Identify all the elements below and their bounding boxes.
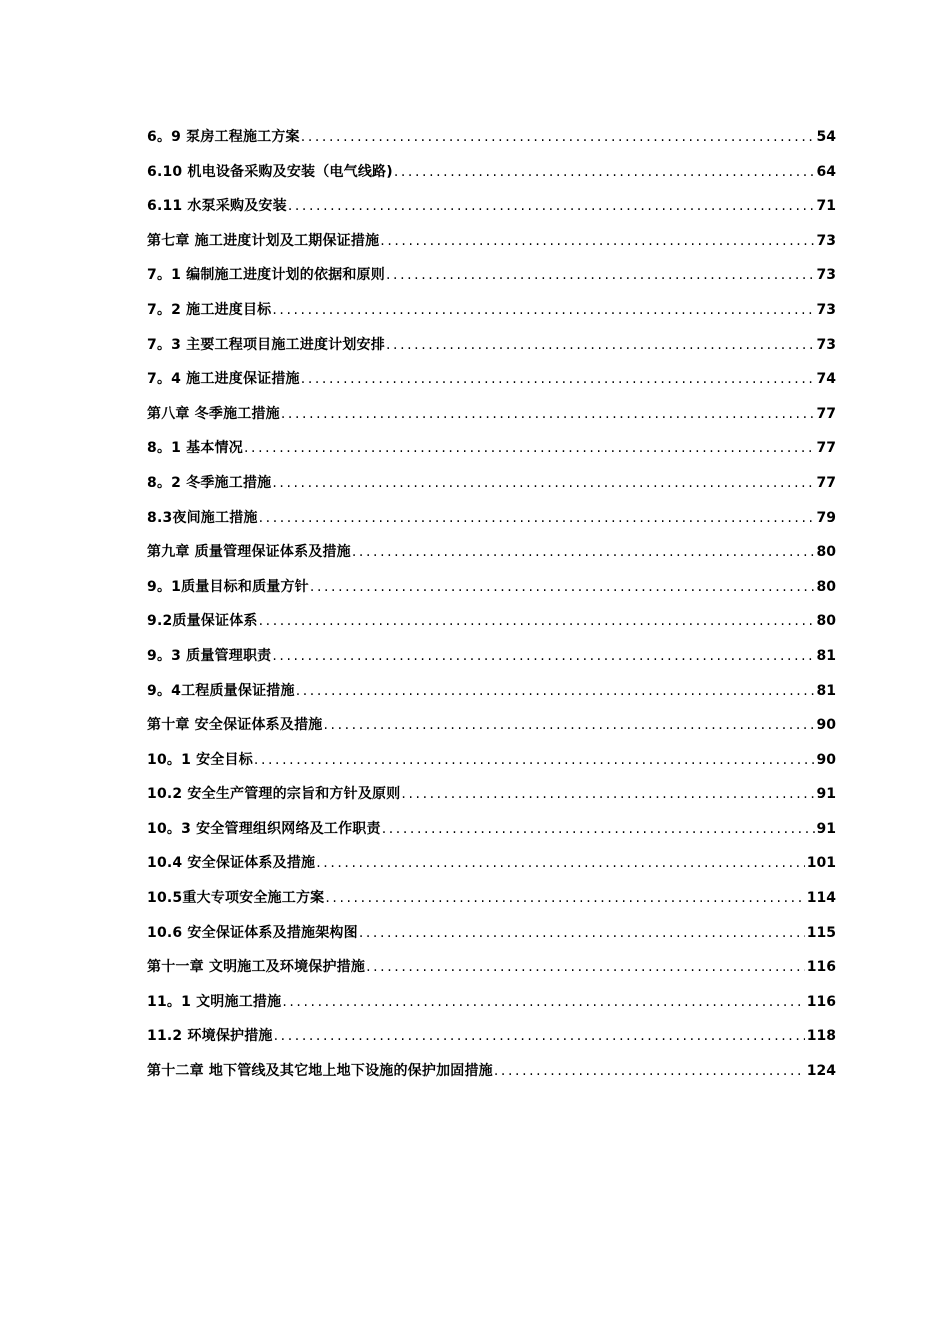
toc-entry[interactable] xyxy=(147,674,836,709)
toc-entry[interactable] xyxy=(147,501,836,536)
toc-entry-title: 7。1 编制施工进度计划的依据和原则 xyxy=(147,267,385,284)
toc-entry-title: 8。1 基本情况 xyxy=(147,440,243,457)
toc-entry[interactable] xyxy=(147,1019,836,1054)
toc-dot-leader xyxy=(272,466,814,501)
toc-dot-leader xyxy=(288,189,815,224)
toc-entry-page-number: 90 xyxy=(816,751,836,768)
toc-entry-title: 10。1 安全目标 xyxy=(147,751,253,768)
toc-entry-page-number: 90 xyxy=(816,717,836,734)
toc-entry[interactable] xyxy=(147,293,836,328)
toc-entry-page-number: 54 xyxy=(816,129,836,145)
toc-dot-leader xyxy=(380,224,814,259)
toc-entry[interactable] xyxy=(147,881,836,916)
toc-entry[interactable] xyxy=(147,743,836,778)
toc-entry[interactable] xyxy=(147,846,836,881)
toc-entry-page-number: 116 xyxy=(806,959,836,976)
toc-entry[interactable] xyxy=(147,155,836,190)
toc-entry[interactable] xyxy=(147,950,836,985)
toc-entry[interactable] xyxy=(147,604,836,639)
toc-entry-title: 6。9 泵房工程施工方案 xyxy=(147,129,300,145)
toc-entry-page-number: 73 xyxy=(816,301,836,318)
toc-dot-leader xyxy=(296,674,815,709)
toc-dot-leader xyxy=(359,916,805,951)
toc-entry-title: 10.6 安全保证体系及措施架构图 xyxy=(147,924,358,941)
toc-entry[interactable] xyxy=(147,570,836,605)
toc-entry-page-number: 77 xyxy=(816,405,836,422)
toc-entry-page-number: 101 xyxy=(806,855,836,872)
toc-dot-leader xyxy=(323,708,814,743)
toc-entry-page-number: 80 xyxy=(816,544,836,561)
toc-dot-leader xyxy=(386,328,815,363)
toc-entry-title: 7。3 主要工程项目施工进度计划安排 xyxy=(147,336,385,353)
toc-dot-leader xyxy=(301,120,815,155)
toc-entry-page-number: 74 xyxy=(816,371,836,388)
toc-entry-title: 6.10 机电设备采购及安装（电气线路) xyxy=(147,163,393,180)
toc-entry[interactable] xyxy=(147,224,836,259)
toc-dot-leader xyxy=(259,501,815,536)
toc-entry-page-number: 118 xyxy=(806,1028,836,1045)
toc-entry-page-number: 91 xyxy=(816,820,836,837)
toc-dot-leader xyxy=(272,293,814,328)
toc-entry[interactable] xyxy=(147,1054,836,1089)
toc-entry-title: 第十章 安全保证体系及措施 xyxy=(147,717,323,734)
toc-entry[interactable] xyxy=(147,466,836,501)
toc-entry-title: 11.2 环境保护措施 xyxy=(147,1028,273,1045)
toc-entry-title: 第八章 冬季施工措施 xyxy=(147,405,280,422)
toc-entry-page-number: 80 xyxy=(816,613,836,630)
toc-entry-title: 8.3夜间施工措施 xyxy=(147,509,258,526)
toc-entry[interactable] xyxy=(147,362,836,397)
toc-entry[interactable] xyxy=(147,708,836,743)
toc-dot-leader xyxy=(325,881,804,916)
toc-dot-leader xyxy=(494,1054,805,1089)
toc-entry[interactable] xyxy=(147,812,836,847)
toc-entry-title: 9。4工程质量保证措施 xyxy=(147,682,295,699)
toc-entry-title: 第十二章 地下管线及其它地上地下设施的保护加固措施 xyxy=(147,1063,493,1080)
toc-entry-page-number: 73 xyxy=(816,267,836,284)
toc-dot-leader xyxy=(352,535,815,570)
toc-entry-title: 10.2 安全生产管理的宗旨和方针及原则 xyxy=(147,786,401,803)
toc-entry-page-number: 81 xyxy=(816,647,836,664)
table-of-contents xyxy=(147,120,836,1089)
toc-entry[interactable] xyxy=(147,431,836,466)
toc-entry-page-number: 79 xyxy=(816,509,836,526)
toc-entry-title: 10.4 安全保证体系及措施 xyxy=(147,855,316,872)
toc-dot-leader xyxy=(259,604,815,639)
toc-dot-leader xyxy=(301,362,815,397)
toc-entry-page-number: 73 xyxy=(816,232,836,249)
toc-entry-title: 9。3 质量管理职责 xyxy=(147,647,272,664)
toc-dot-leader xyxy=(282,985,804,1020)
toc-dot-leader xyxy=(316,846,805,881)
toc-dot-leader xyxy=(382,812,815,847)
toc-entry-page-number: 71 xyxy=(816,198,836,215)
toc-entry[interactable] xyxy=(147,397,836,432)
toc-entry[interactable] xyxy=(147,328,836,363)
toc-dot-leader xyxy=(401,777,814,812)
toc-dot-leader xyxy=(254,743,815,778)
toc-dot-leader xyxy=(310,570,815,605)
toc-entry-title: 11。1 文明施工措施 xyxy=(147,993,282,1010)
toc-entry-page-number: 114 xyxy=(806,890,836,907)
toc-entry-page-number: 116 xyxy=(806,993,836,1010)
toc-entry[interactable] xyxy=(147,120,836,155)
toc-dot-leader xyxy=(386,258,815,293)
toc-entry-page-number: 77 xyxy=(816,440,836,457)
toc-entry-title: 7。2 施工进度目标 xyxy=(147,301,272,318)
toc-entry-title: 8。2 冬季施工措施 xyxy=(147,474,272,491)
toc-entry-title: 10。3 安全管理组织网络及工作职责 xyxy=(147,820,381,837)
toc-entry-page-number: 80 xyxy=(816,578,836,595)
toc-entry[interactable] xyxy=(147,777,836,812)
toc-entry-title: 9。1质量目标和质量方针 xyxy=(147,578,309,595)
toc-entry-title: 10.5重大专项安全施工方案 xyxy=(147,890,325,907)
toc-entry-page-number: 91 xyxy=(816,786,836,803)
toc-entry-page-number: 115 xyxy=(806,924,836,941)
toc-entry[interactable] xyxy=(147,916,836,951)
toc-entry[interactable] xyxy=(147,535,836,570)
toc-dot-leader xyxy=(272,639,814,674)
toc-dot-leader xyxy=(244,431,815,466)
toc-entry-page-number: 73 xyxy=(816,336,836,353)
toc-dot-leader xyxy=(366,950,805,985)
toc-entry-title: 9.2质量保证体系 xyxy=(147,613,258,630)
toc-entry-title: 第十一章 文明施工及环境保护措施 xyxy=(147,959,366,976)
toc-entry-title: 7。4 施工进度保证措施 xyxy=(147,371,300,388)
toc-entry[interactable] xyxy=(147,985,836,1020)
toc-entry-page-number: 124 xyxy=(806,1063,836,1080)
toc-entry-title: 第七章 施工进度计划及工期保证措施 xyxy=(147,232,380,249)
toc-entry[interactable] xyxy=(147,258,836,293)
toc-dot-leader xyxy=(394,155,815,190)
toc-dot-leader xyxy=(274,1019,805,1054)
toc-entry-title: 6.11 水泵采购及安装 xyxy=(147,198,287,215)
toc-entry-page-number: 64 xyxy=(816,163,836,180)
toc-dot-leader xyxy=(281,397,815,432)
toc-entry[interactable] xyxy=(147,639,836,674)
toc-entry-title: 第九章 质量管理保证体系及措施 xyxy=(147,544,351,561)
toc-entry[interactable] xyxy=(147,189,836,224)
toc-entry-page-number: 77 xyxy=(816,474,836,491)
toc-entry-page-number: 81 xyxy=(816,682,836,699)
